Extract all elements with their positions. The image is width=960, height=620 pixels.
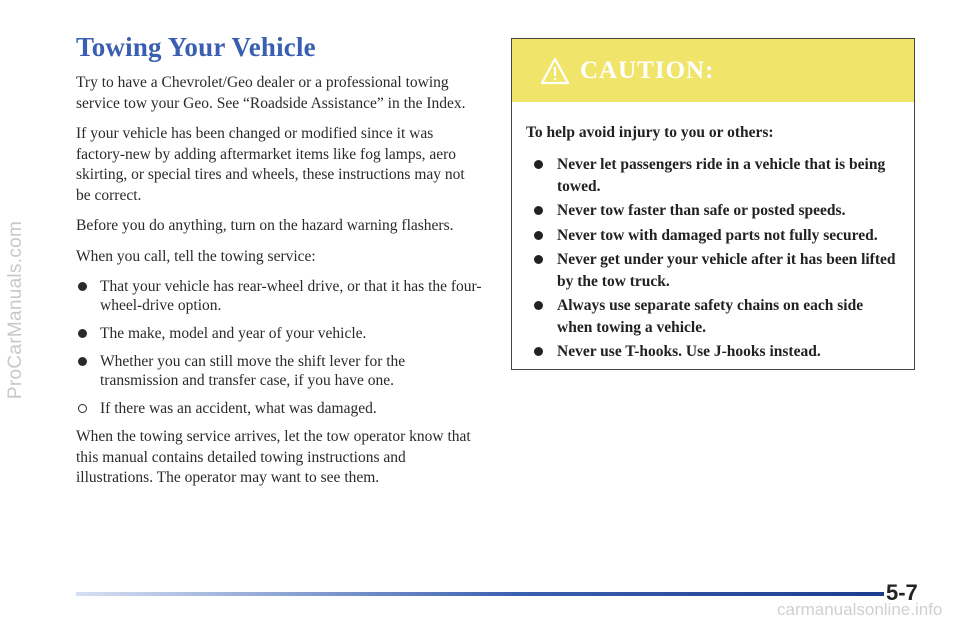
list-item: Whether you can still move the shift lever for the transmission and transfer case, if you have one. bbox=[76, 352, 482, 390]
caution-header bbox=[512, 39, 914, 102]
footer-rule bbox=[76, 592, 884, 596]
bullet-icon bbox=[534, 231, 543, 240]
list-item: The make, model and year of your vehicle. bbox=[76, 324, 482, 343]
closing-paragraph: When the towing service arrives, let the tow operator know that this manual contains detailed towing instructions and illustrations. The operator may want to see them. bbox=[76, 428, 471, 486]
list-item: If there was an accident, what was damaged. bbox=[76, 399, 482, 418]
bullet-icon bbox=[534, 255, 543, 264]
side-watermark bbox=[4, 0, 28, 620]
call-bullet-list bbox=[76, 277, 482, 418]
list-item: Never let passengers ride in a vehicle that is being towed. bbox=[526, 154, 900, 197]
left-column bbox=[76, 32, 482, 499]
bullet-icon bbox=[534, 301, 543, 310]
intro-paragraph: Try to have a Chevrolet/Geo dealer or a professional towing service tow your Geo. See “Roadside Assistance” in the Index. bbox=[76, 74, 466, 112]
side-watermark-text: ProCarManuals.com bbox=[5, 220, 26, 400]
bullet-icon bbox=[534, 347, 543, 356]
caution-title: CAUTION: bbox=[580, 56, 715, 84]
bullet-icon bbox=[78, 404, 87, 413]
bullet-icon bbox=[78, 282, 87, 291]
page-title: Towing Your Vehicle bbox=[76, 32, 316, 62]
caution-box bbox=[511, 38, 915, 370]
bottom-watermark: carmanualsonline.info bbox=[777, 600, 943, 619]
list-item: Always use separate safety chains on each side when towing a vehicle. bbox=[526, 295, 900, 338]
list-item: Never use T-hooks. Use J-hooks instead. bbox=[526, 341, 900, 363]
bullet-icon bbox=[534, 206, 543, 215]
bullet-icon bbox=[534, 160, 543, 169]
list-item: Never get under your vehicle after it has been lifted by the tow truck. bbox=[526, 249, 900, 292]
caution-body bbox=[512, 102, 914, 363]
page-number: 5-7 bbox=[886, 580, 918, 605]
caution-list bbox=[526, 154, 900, 363]
list-item: That your vehicle has rear-wheel drive, or that it has the four-wheel-drive option. bbox=[76, 277, 482, 315]
bullet-icon bbox=[78, 329, 87, 338]
hazard-paragraph: Before you do anything, turn on the hazard warning flashers. bbox=[76, 217, 454, 234]
bullet-icon bbox=[78, 357, 87, 366]
list-item: Never tow with damaged parts not fully secured. bbox=[526, 225, 900, 247]
list-item: Never tow faster than safe or posted speeds. bbox=[526, 200, 900, 222]
call-paragraph: When you call, tell the towing service: bbox=[76, 247, 316, 265]
warning-triangle-icon bbox=[540, 57, 570, 85]
caution-intro: To help avoid injury to you or others: bbox=[526, 124, 774, 141]
modification-paragraph: If your vehicle has been changed or modified since it was factory-new by adding aftermarket items like fog lamps, aero skirting, or special tires and wheels, these instructions may not be correct. bbox=[76, 125, 465, 204]
